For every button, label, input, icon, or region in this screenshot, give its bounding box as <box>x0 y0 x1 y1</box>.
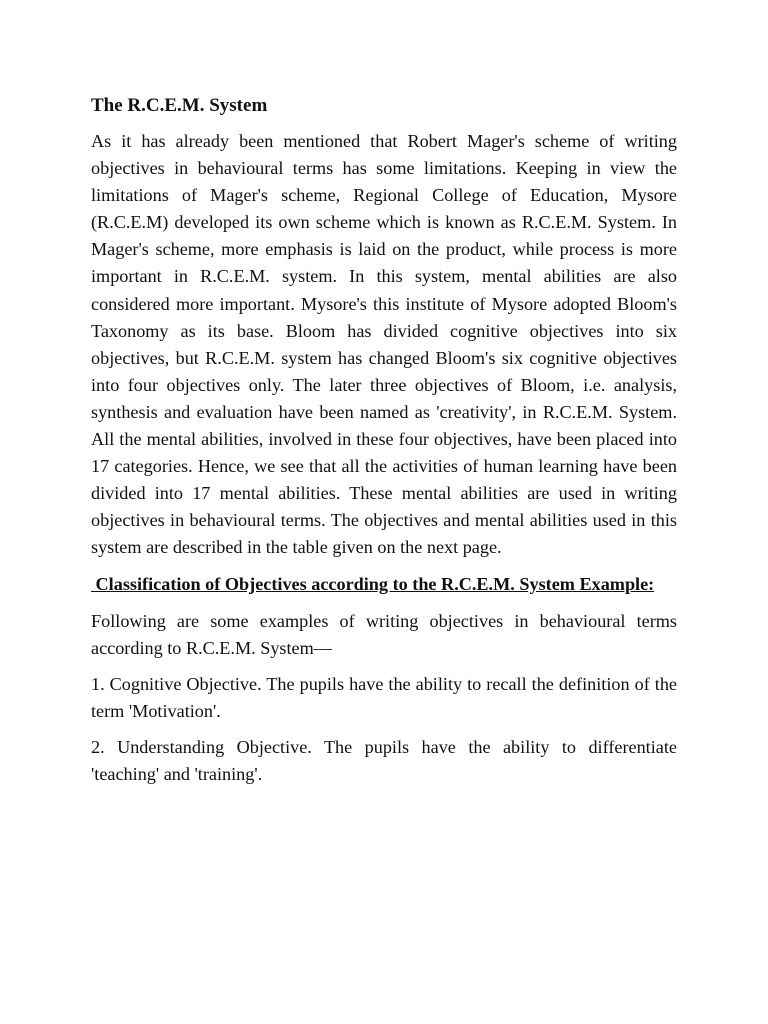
document-page <box>91 92 677 797</box>
examples-intro-paragraph: Following are some examples of writing objectives in behavioural terms according to R.C.E.M. System— <box>91 610 677 658</box>
example-item-1: 1. Cognitive Objective. The pupils have the ability to recall the definition of the term 'Motivation'. <box>91 673 677 721</box>
intro-paragraph: As it has already been mentioned that Robert Mager's scheme of writing objectives in behavioural terms has some limitations. Keeping in view the limitations of Mager's scheme, Regional College of Education, Mysore (R.C.E.M) developed its own scheme which is known as R.C.E.M. System. In Mager's scheme, more emphasis is laid on the product, while process is more important in R.C.E.M. system. In this system, mental abilities are also considered more important. Mysore's this institute of Mysore adopted Bloom's Taxonomy as its base. Bloom has divided cognitive objectives into six objectives, but R.C.E.M. system has changed Bloom's six cognitive objectives into four objectives only. The later three objectives of Bloom, i.e. analysis, synthesis and evaluation have been named as 'creativity', in R.C.E.M. System. All the mental abilities, involved in these four objectives, have been placed into 17 categories. Hence, we see that all the activities of human learning have been divided into 17 mental abilities. These mental abilities are used in writing objectives in behavioural terms. The objectives and mental abilities used in this system are described in the table given on the next page. <box>91 131 677 558</box>
example-item-2: 2. Understanding Objective. The pupils have the ability to differentiate 'teaching' and 'training'. <box>91 736 677 785</box>
section-heading: Classification of Objectives according to the R.C.E.M. System Example: <box>91 573 655 594</box>
document-title: The R.C.E.M. System <box>91 95 268 116</box>
